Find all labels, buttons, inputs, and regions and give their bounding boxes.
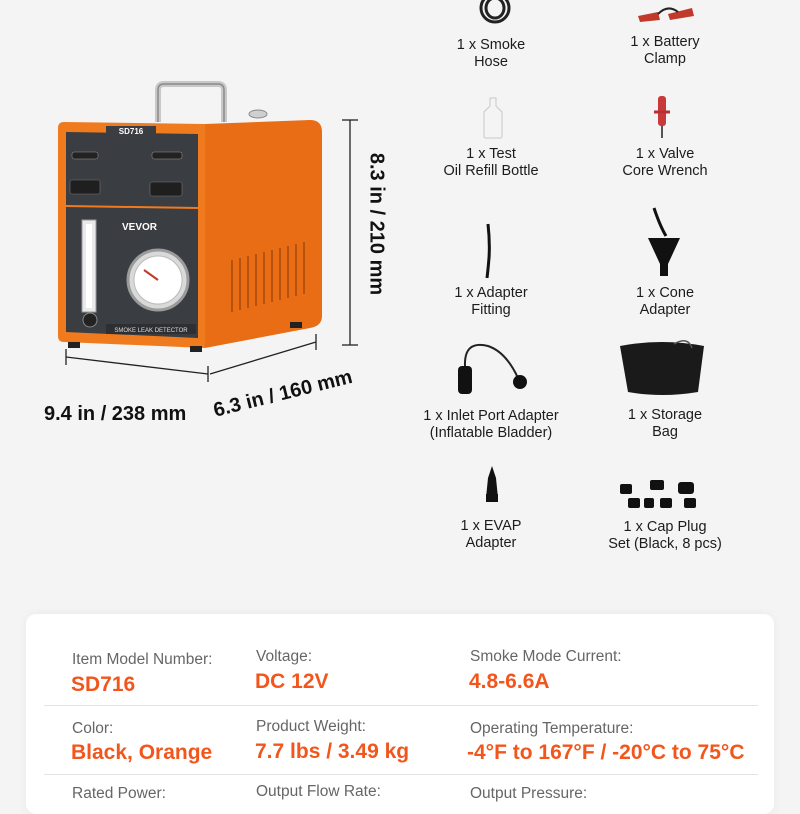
- spec-label-weight: Product Weight:: [256, 718, 366, 735]
- spec-value-current: 4.8-6.6A: [469, 670, 550, 693]
- smoke-hose-icon: [470, 0, 520, 28]
- brand-logo: VEVOR: [122, 222, 158, 233]
- accessory-label: 1 x Cone Adapter: [635, 285, 695, 318]
- accessory-label: 1 x Inlet Port Adapter (Inflatable Bladder): [423, 408, 559, 441]
- inlet-port-adapter-icon: [448, 336, 538, 400]
- storage-bag-icon: [614, 336, 710, 400]
- cone-adapter-icon: [640, 206, 686, 278]
- spec-label-model: Item Model Number:: [72, 651, 213, 668]
- spec-value-voltage: DC 12V: [255, 670, 329, 693]
- height-dimension-label: 8.3 in / 210 mm: [365, 152, 388, 296]
- spec-value-temperature: -4°F to 167°F / -20°C to 75°C: [467, 741, 745, 764]
- cap-plug-set-icon: [614, 476, 704, 512]
- valve-core-wrench-icon: [650, 94, 674, 140]
- spec-label-flow-rate: Output Flow Rate:: [256, 783, 381, 800]
- accessory-label: 1 x Smoke Hose: [456, 37, 526, 70]
- accessory-label: 1 x Battery Clamp: [630, 34, 700, 67]
- spec-value-model: SD716: [71, 673, 136, 696]
- battery-clamp-icon: [628, 0, 708, 26]
- spec-label-current: Smoke Mode Current:: [470, 648, 622, 665]
- accessory-label: 1 x Storage Bag: [627, 407, 703, 440]
- spec-value-color: Black, Orange: [71, 741, 213, 764]
- model-badge: SD716: [118, 127, 144, 136]
- panel-label: SMOKE LEAK DETECTOR: [114, 328, 188, 334]
- accessory-label: 1 x Valve Core Wrench: [622, 146, 708, 179]
- oil-bottle-icon: [478, 96, 508, 140]
- accessory-label: 1 x EVAP Adapter: [460, 518, 522, 551]
- accessory-label: 1 x Adapter Fitting: [454, 285, 528, 318]
- accessory-label: 1 x Cap Plug Set (Black, 8 pcs): [608, 519, 722, 552]
- spec-value-weight: 7.7 lbs / 3.49 kg: [255, 740, 410, 763]
- spec-label-power: Rated Power:: [72, 785, 166, 802]
- width-dimension-label: 9.4 in / 238 mm: [44, 403, 187, 425]
- spec-label-pressure: Output Pressure:: [470, 785, 588, 802]
- spec-label-temperature: Operating Temperature:: [470, 720, 634, 737]
- specs-card: [26, 614, 774, 814]
- adapter-fitting-icon: [478, 222, 498, 280]
- row-divider: [44, 705, 758, 706]
- spec-label-voltage: Voltage:: [256, 648, 313, 665]
- spec-label-color: Color:: [72, 720, 114, 737]
- evap-adapter-icon: [480, 464, 504, 504]
- accessory-label: 1 x Test Oil Refill Bottle: [443, 146, 539, 179]
- depth-dimension-label: 6.3 in / 160 mm: [211, 365, 355, 422]
- row-divider: [44, 774, 758, 775]
